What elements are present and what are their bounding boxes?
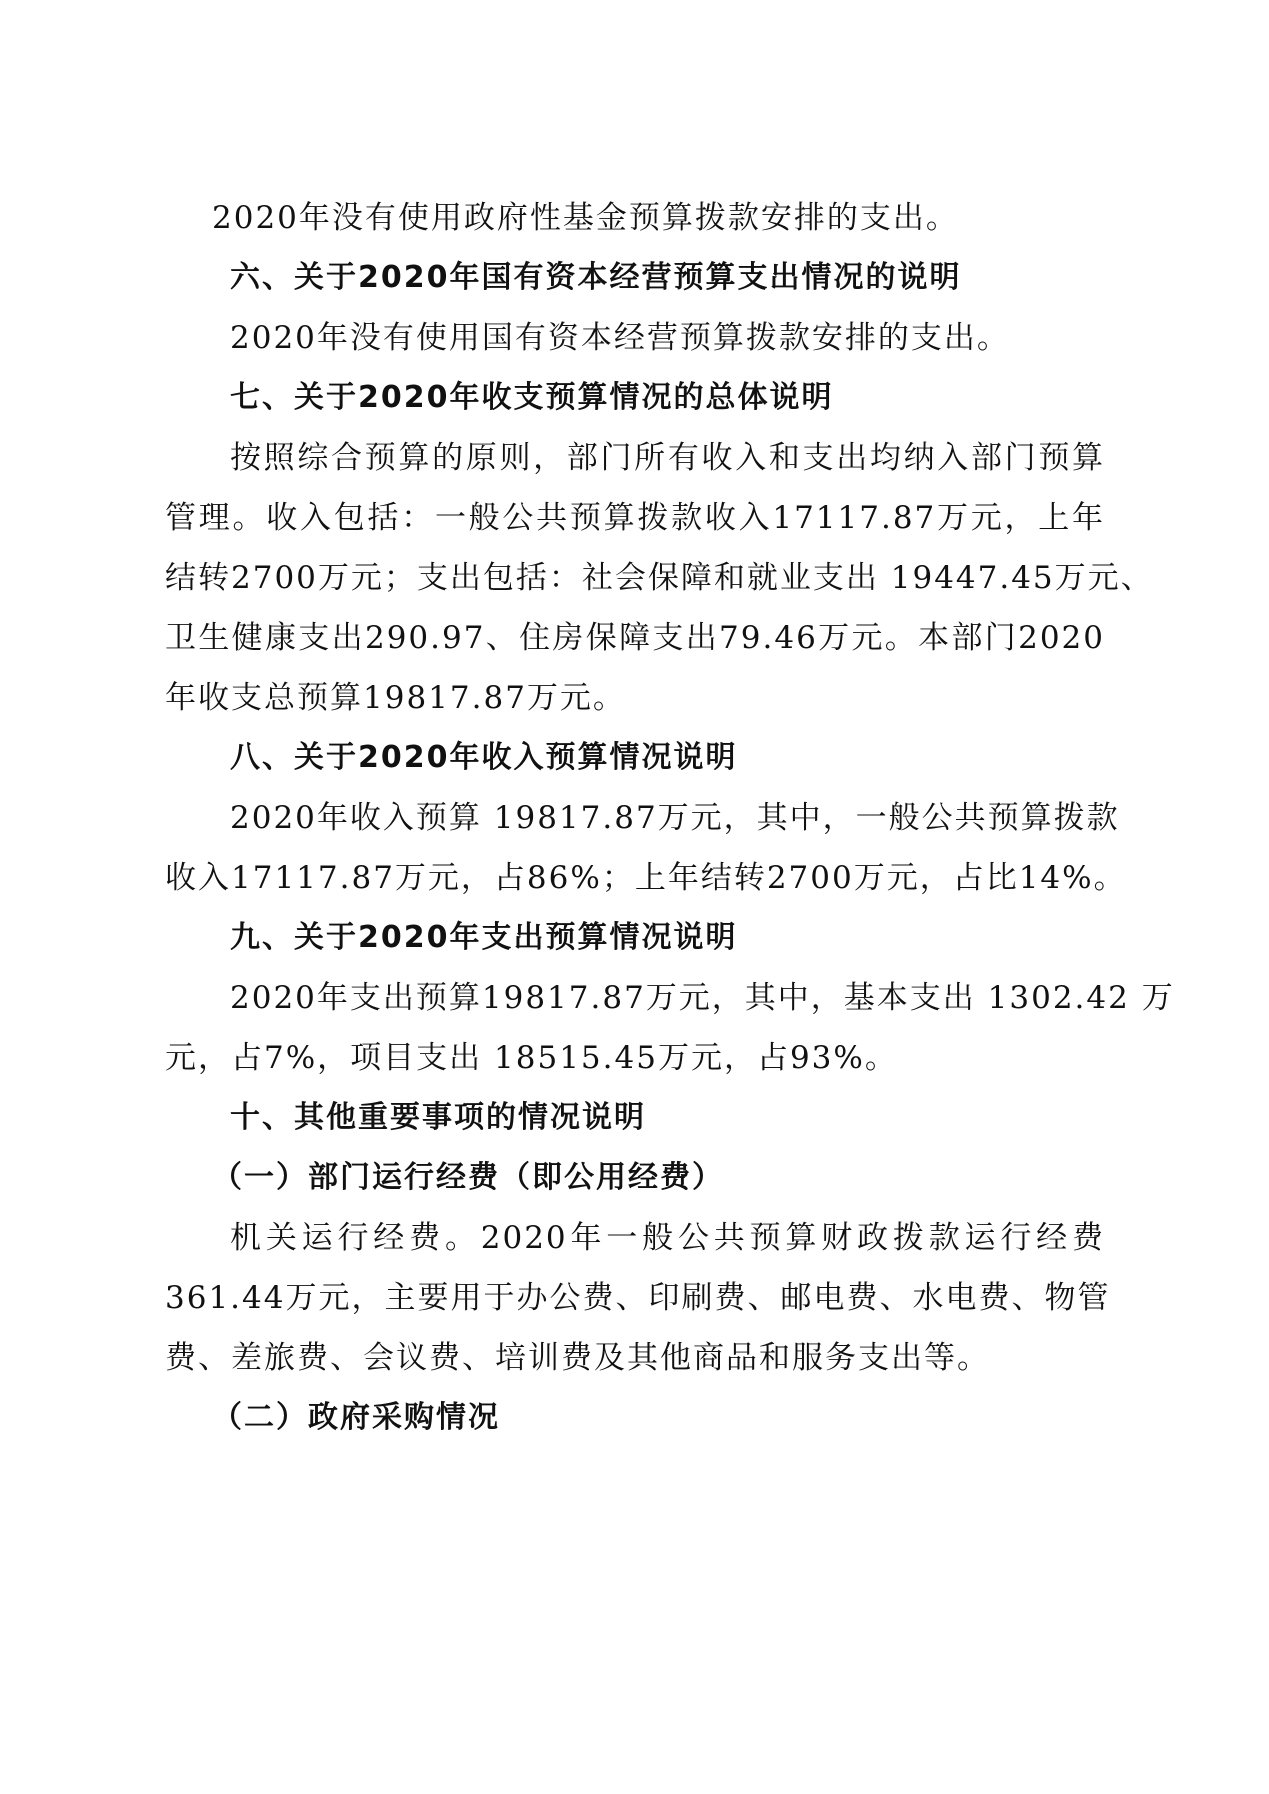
paragraph-line: 收入17117.87万元，占86%；上年结转2700万元，占比14%。	[165, 860, 1127, 896]
section-heading-8: 八、关于2020年收入预算情况说明	[230, 740, 738, 775]
paragraph-line: 2020年没有使用国有资本经营预算拨款安排的支出。	[230, 320, 1010, 356]
subsection-heading-1: （一）部门运行经费（即公用经费）	[212, 1160, 724, 1195]
paragraph-line: 元，占7%，项目支出 18515.45万元，占93%。	[165, 1040, 898, 1076]
paragraph-line: 卫生健康支出290.97、住房保障支出79.46万元。本部门2020	[165, 620, 1105, 656]
paragraph-line: 管理。收入包括：一般公共预算拨款收入17117.87万元，上年	[165, 500, 1105, 536]
subsection-heading-2: （二）政府采购情况	[212, 1400, 500, 1435]
section-heading-6: 六、关于2020年国有资本经营预算支出情况的说明	[230, 260, 962, 295]
paragraph-line: 361.44万元，主要用于办公费、印刷费、邮电费、水电费、物管	[165, 1280, 1111, 1316]
paragraph-line: 2020年收入预算 19817.87万元，其中，一般公共预算拨款	[230, 800, 1120, 836]
paragraph-line: 结转2700万元；支出包括：社会保障和就业支出 19447.45万元、	[165, 560, 1154, 596]
paragraph-line: 2020年没有使用政府性基金预算拨款安排的支出。	[212, 200, 959, 236]
section-heading-7: 七、关于2020年收支预算情况的总体说明	[230, 380, 834, 415]
paragraph-line: 费、差旅费、会议费、培训费及其他商品和服务支出等。	[165, 1340, 990, 1376]
paragraph-line: 机关运行经费。2020年一般公共预算财政拨款运行经费	[230, 1220, 1105, 1256]
section-heading-10: 十、其他重要事项的情况说明	[230, 1100, 646, 1135]
paragraph-line: 年收支总预算19817.87万元。	[165, 680, 626, 716]
paragraph-line: 2020年支出预算19817.87万元，其中，基本支出 1302.42 万	[230, 980, 1175, 1016]
section-heading-9: 九、关于2020年支出预算情况说明	[230, 920, 738, 955]
paragraph-line: 按照综合预算的原则，部门所有收入和支出均纳入部门预算	[230, 440, 1105, 476]
